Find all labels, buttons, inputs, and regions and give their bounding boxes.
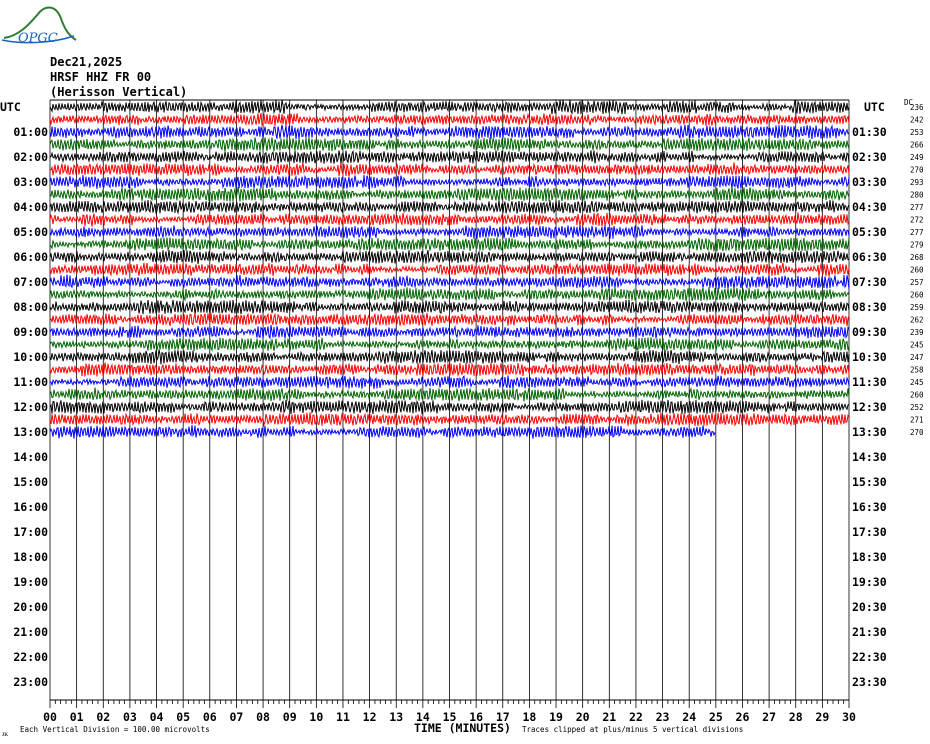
right-time-label: 16:30 [852,500,887,514]
right-time-label: 19:30 [852,575,887,589]
dc-offset-label: 270 [910,165,924,175]
dc-offset-label: 249 [910,153,924,162]
dc-offset-label: 252 [910,403,924,412]
right-time-label: 04:30 [852,200,887,214]
x-tick-label: 17 [495,710,510,724]
dc-header: DC [904,98,914,107]
x-tick-label: 28 [788,710,803,724]
left-time-label: 18:00 [13,550,48,564]
dc-offset-label: 271 [910,415,924,425]
dc-offset-label: 253 [910,128,924,137]
date-label: Dec21,2025 [50,55,123,69]
left-time-label: 15:00 [13,475,48,489]
dc-offset-label: 277 [910,228,924,237]
left-time-label: 04:00 [13,200,48,214]
x-tick-label: 13 [389,710,404,724]
dc-offset-label: 277 [910,203,924,212]
right-time-label: 05:30 [852,225,887,239]
left-time-label: 08:00 [13,300,48,314]
x-tick-label: 02 [96,710,111,724]
dc-offset-label: 245 [910,340,924,350]
dc-offset-label: 257 [910,278,924,287]
right-time-label: 18:30 [852,550,887,564]
x-tick-label: 21 [602,710,617,724]
right-time-label: 09:30 [852,325,887,339]
left-time-label: 23:00 [13,675,48,689]
left-time-label: 01:00 [13,125,48,139]
dc-offset-label: 260 [910,265,924,275]
left-time-label: 16:00 [13,500,48,514]
right-time-label: 02:30 [852,150,887,164]
dc-offset-label: 236 [910,103,924,112]
dc-offset-label: 279 [910,240,924,250]
left-time-label: 11:00 [13,375,48,389]
left-time-label: 06:00 [13,250,48,264]
logo-text: OPGC [18,31,58,46]
right-time-label: 23:30 [852,675,887,689]
dc-offset-label: 260 [910,390,924,400]
x-tick-label: 20 [575,710,590,724]
left-time-label: 21:00 [13,625,48,639]
x-tick-label: 10 [309,710,324,724]
x-tick-label: 22 [629,710,643,724]
dc-offset-label: 239 [910,328,924,337]
dc-offset-label: 247 [910,353,924,362]
left-time-label: 22:00 [13,650,48,664]
right-time-label: 20:30 [852,600,887,614]
x-tick-label: 16 [469,710,484,724]
x-tick-label: 01 [69,710,84,724]
x-tick-label: 19 [549,710,563,724]
dc-offset-label: 268 [910,253,924,262]
right-time-label: 07:30 [852,275,887,289]
left-time-label: 05:00 [13,225,48,239]
right-time-label: 17:30 [852,525,887,539]
x-tick-label: 06 [202,710,217,724]
dc-offset-label: 280 [910,190,924,200]
right-time-label: 14:30 [852,450,887,464]
dc-offset-label: 245 [910,378,924,387]
x-tick-label: 23 [655,710,670,724]
dc-offset-label: 258 [910,365,924,375]
right-time-label: 13:30 [852,425,887,439]
x-tick-label: 18 [522,710,537,724]
x-tick-label: 27 [762,710,777,724]
right-time-label: 06:30 [852,250,887,264]
right-time-label: 03:30 [852,175,887,189]
left-time-label: 10:00 [13,350,48,364]
left-axis-title: UTC [0,100,21,114]
x-tick-label: 14 [415,710,430,724]
dc-offset-label: 262 [910,315,924,325]
dc-offset-label: 293 [910,178,924,187]
left-time-label: 20:00 [13,600,48,614]
left-time-label: 03:00 [13,175,48,189]
x-tick-label: 15 [442,710,457,724]
right-time-label: 21:30 [852,625,887,639]
x-tick-label: 04 [149,710,164,724]
x-tick-label: 25 [708,710,723,724]
right-time-label: 01:30 [852,125,887,139]
right-time-label: 15:30 [852,475,887,489]
x-tick-label: 00 [43,710,57,724]
left-time-label: 17:00 [13,525,48,539]
x-tick-label: 12 [362,710,377,724]
dc-offset-label: 266 [910,140,924,150]
right-axis-title: UTC [864,100,885,114]
x-tick-label: 30 [842,710,856,724]
left-time-label: 09:00 [13,325,48,339]
left-time-label: 13:00 [13,425,48,439]
footnote-clip: Traces clipped at plus/minus 5 vertical divisions [522,725,744,734]
station-label: HRSF HHZ FR 00 [50,70,152,84]
left-time-label: 14:00 [13,450,48,464]
x-tick-label: 07 [229,710,244,724]
component-label: (Herisson Vertical) [50,85,188,99]
left-time-label: 12:00 [13,400,48,414]
dc-offset-label: 270 [910,428,924,437]
x-tick-label: 09 [282,710,297,724]
x-tick-label: 29 [815,710,830,724]
seismic-trace-line [50,425,715,439]
right-time-label: 11:30 [852,375,887,389]
x-tick-label: 11 [336,710,350,724]
right-time-label: 22:30 [852,650,887,664]
x-tick-label: 03 [122,710,137,724]
x-axis-title: TIME (MINUTES) [414,721,511,735]
left-time-label: 19:00 [13,575,48,589]
dc-offset-label: 242 [910,115,924,125]
left-time-label: 07:00 [13,275,48,289]
dc-offset-label: 260 [910,290,924,300]
x-tick-label: 08 [256,710,270,724]
x-tick-label: 26 [735,710,750,724]
footnote-scale: Each Vertical Division = 100.00 microvolts [20,725,210,734]
footnote-corner: ᴊᴋ [2,729,9,738]
dc-offset-label: 259 [910,303,924,312]
x-tick-label: 24 [682,710,697,724]
right-time-label: 10:30 [852,350,887,364]
right-time-label: 08:30 [852,300,887,314]
x-tick-label: 05 [176,710,191,724]
right-time-label: 12:30 [852,400,887,414]
left-time-label: 02:00 [13,150,48,164]
dc-offset-label: 272 [910,215,924,225]
